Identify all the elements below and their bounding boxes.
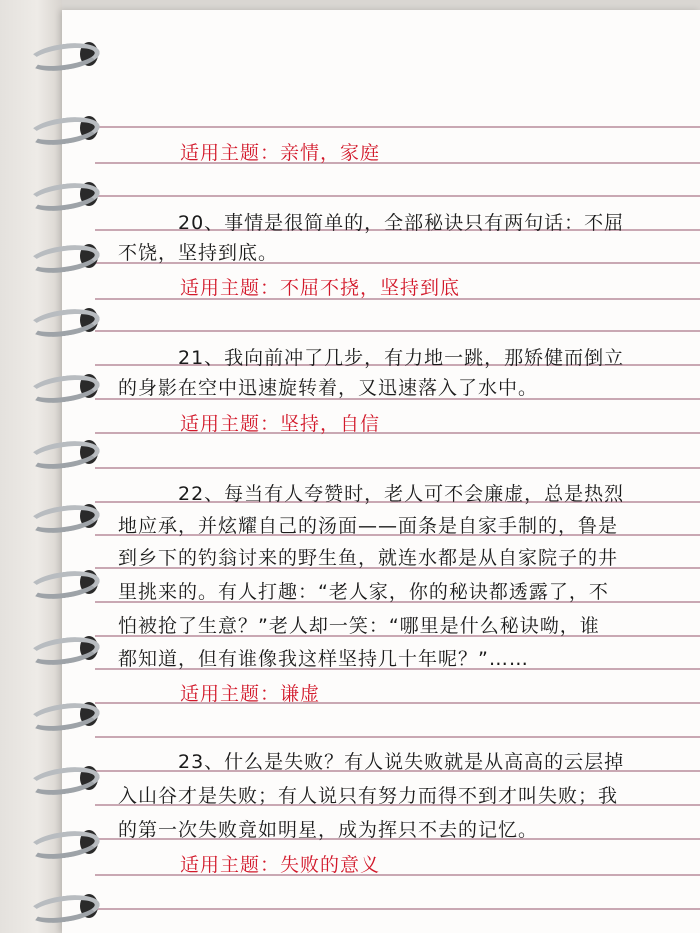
ruled-line (95, 330, 700, 332)
ruled-line (95, 195, 700, 197)
ruled-line (95, 126, 700, 128)
ruled-line (95, 908, 700, 910)
entry-23-line-3: 的第一次失败竟如明星，成为挥只不去的记忆。 (118, 819, 539, 841)
theme-label: 适用主题：失败的意义 (180, 854, 381, 876)
entry-23-line-2: 入山谷才是失败；有人说只有努力而得不到才叫失败；我 (118, 785, 619, 807)
ruled-line (95, 736, 700, 738)
entry-22-line-3: 到乡下的钓翁讨来的野生鱼，就连水都是从自家院子的井 (118, 547, 619, 569)
entry-22-line-5: 怕被抢了生意？”老人却一笑：“哪里是什么秘诀呦，谁 (118, 615, 600, 637)
entry-23-line-1: 23、什么是失败？有人说失败就是从高高的云层掉 (178, 751, 625, 773)
entry-22-line-4: 里挑来的。有人打趣：“老人家，你的秘诀都透露了，不 (118, 581, 609, 603)
ruled-line (95, 467, 700, 469)
theme-label: 适用主题：谦虚 (180, 683, 321, 705)
entry-22-line-6: 都知道，但有谁像我这样坚持几十年呢？”…… (118, 648, 529, 670)
entry-22-line-2: 地应承，并炫耀自己的汤面——面条是自家手制的，鲁是 (118, 515, 619, 537)
theme-label: 适用主题：亲情，家庭 (180, 142, 381, 164)
theme-label: 适用主题：坚持，自信 (180, 413, 381, 435)
entry-20-line-1: 20、事情是很简单的，全部秘诀只有两句话：不屈 (178, 212, 625, 234)
entry-22-line-1: 22、每当有人夸赞时，老人可不会廉虚，总是热烈 (178, 483, 625, 505)
theme-label: 适用主题：不屈不挠，坚持到底 (180, 277, 461, 299)
entry-21-line-2: 的身影在空中迅速旋转着，又迅速落入了水中。 (118, 377, 539, 399)
entry-21-line-1: 21、我向前冲了几步，有力地一跳，那矫健而倒立 (178, 347, 625, 369)
entry-20-line-2: 不饶，坚持到底。 (118, 242, 279, 264)
